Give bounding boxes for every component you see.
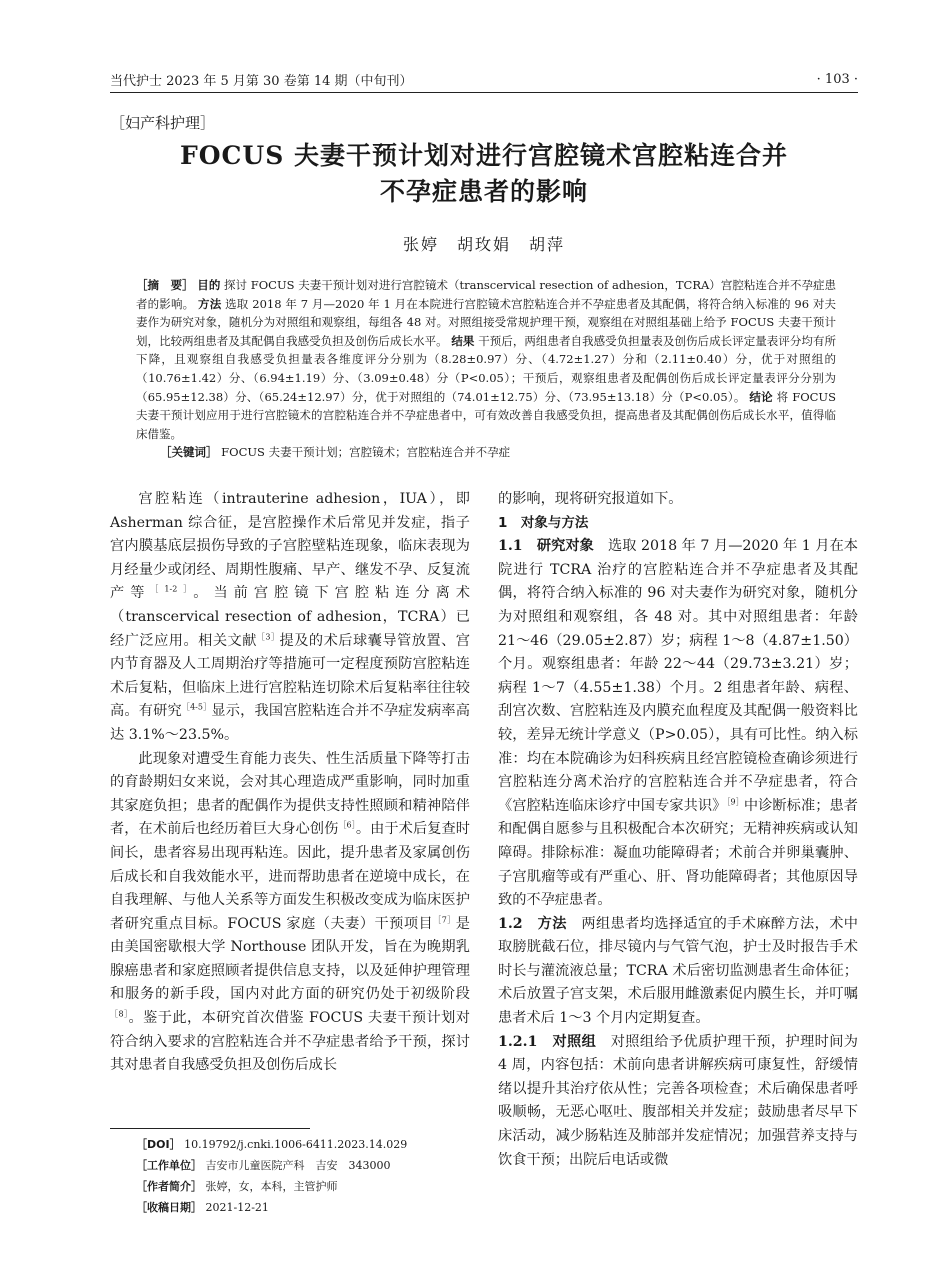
footnote-label: ［收稿日期］ — [136, 1201, 202, 1214]
footnote-label: ［DOI］ — [136, 1138, 181, 1151]
text-span: 宫腔粘连（intrauterine adhesion，IUA），即 Asherman 综合征，是宫腔操作术后常见并发症，指子宫内膜基底层损伤导致的子宫腔壁粘连现象，临床表现为月经量少或闭经、周期性腹痛、早产、继发不孕、反复流产等 — [110, 491, 470, 602]
text-span: 。鉴于此，本研究首次借鉴 FOCUS 夫妻干预计划对符合纳入要求的宫腔粘连合并不孕症患者给予干预，探讨其对患者自我感受负担及创伤后成长 — [110, 1010, 470, 1074]
footnote-rule — [110, 1128, 310, 1129]
citation: ［1-2］ — [150, 584, 194, 594]
authors: 张婷 胡玫娟 胡萍 — [402, 235, 565, 254]
text-span: 显示，我国宫腔粘连合并不孕症发病率高达 3.1%～23.5%。 — [110, 703, 470, 743]
footnote-received — [136, 1197, 466, 1218]
article-title — [110, 138, 858, 210]
subsection-heading-1-1: 1.1 研究对象 — [498, 538, 594, 555]
paragraph-1-2-1 — [498, 1031, 858, 1173]
text-span: 中诊断标准；患者和配偶自愿参与且积极配合本次研究；无精神疾病或认知障碍。排除标准：凝血功能障碍者；术前合并卵巢囊肿、子宫肌瘤等或有严重心、肝、肾功能障碍者；其他原因导致的不孕症患者。 — [498, 797, 858, 909]
footnote-text: 张婷，女，本科，主管护师 — [205, 1180, 338, 1193]
keywords-text: FOCUS 夫妻干预计划；宫腔镜术；宫腔粘连合并不孕症 — [221, 445, 511, 459]
citation: ［8］ — [110, 1009, 129, 1019]
footnote-affiliation — [136, 1155, 466, 1176]
footnote-text: 10.19792/j.cnki.1006-6411.2023.14.029 — [184, 1138, 408, 1151]
journal-info: 当代护士 2023 年 5 月第 30 卷第 14 期（中旬刊） — [110, 73, 413, 89]
text-span: 。由于术后复查时间长，患者容易出现再粘连。因此，提升患者及家属创伤后成长和自我效能水平，进而帮助患者在逆境中成长，在自我理解、与他人关系等方面发生积极改变成为临床医护者研究重点目标。FOCUS 家庭（夫妻）干预项目 — [110, 821, 470, 932]
text-span: 提及的术后球囊导管放置、宫内节育器及人工周期治疗等措施可一定程度预防宫腔粘连术后复粘，但临床上进行宫腔粘连切除术后复粘率往往较高。有研究 — [110, 632, 470, 720]
footnote-text: 吉安市儿童医院产科 吉安 343000 — [205, 1159, 391, 1172]
footnote-label: ［作者简介］ — [136, 1180, 202, 1193]
keywords-label: ［关键词］ — [160, 445, 218, 459]
title-line-1: FOCUS 夫妻干预计划对进行宫腔镜术宫腔粘连合并 — [180, 141, 788, 170]
citation: ［7］ — [433, 914, 456, 924]
subsection-heading-1-2-1: 1.2.1 对照组 — [498, 1033, 597, 1050]
paragraph-1-2 — [498, 913, 858, 1031]
citation: ［9］ — [726, 796, 744, 806]
text-span: 此现象对遭受生育能力丧失、性生活质量下降等打击的育龄期妇女来说，会对其心理造成严重影响，同时加重其家庭负担；患者的配偶作为提供支持性照顾和精神陪伴者，在术前后也经历着巨大身心创伤 — [110, 750, 470, 838]
footnote-label: ［工作单位］ — [136, 1159, 202, 1172]
text-span: 选取 2018 年 7 月—2020 年 1 月在本院进行 TCRA 治疗的宫腔粘连合并不孕症患者及其配偶，将符合纳入标准的 96 对夫妻作为研究对象，随机分为对照组和观察组，各 48 对。其中对照组患者：年龄 21～46（29.05±2.87）岁；病程 1～8（4.87±1.50）个月。观察组患者：年龄 22～44（29.73±3.21）岁；病程 1～7（4.55±1.38）个月。2 组患者年龄、病程、刮宫次数、宫腔粘连及内膜充血程度及其配偶一般资料比较，差异无统计学意义（P>0.05），具有可比性。纳入标准：均在本院确诊为妇科疾病且经宫腔镜检查确诊须进行宫腔粘连分离术治疗的宫腔粘连合并不孕症患者，符合《宫腔粘连临床诊疗中国专家共识》 — [498, 538, 858, 814]
text-span: 两组患者均选择适宜的手术麻醉方法，术中取膀胱截石位，排尽镜内与气管气泡，护士及时报告手术时长与灌流液总量；TCRA 术后密切监测患者生命体征；术后放置子宫支架，术后服用雌激素促内膜生长，并叮嘱患者术后 1～3 个月内定期复查。 — [498, 915, 858, 1027]
text-span: 。当前宫腔镜下宫腔粘连分离术（transcervical resection of adhesion，TCRA）已经广泛应用。相关文献 — [110, 585, 470, 649]
keywords — [160, 443, 836, 461]
citation: ［6］ — [338, 820, 356, 830]
text-span: 是由美国密歇根大学 Northouse 团队开发，旨在为晚期乳腺癌患者和家庭照顾者提供信息支持，以及延伸护理管理和服务的新手段，国内对此方面的研究仍处于初级阶段 — [110, 915, 470, 1003]
footnote-author — [136, 1176, 466, 1197]
results-label: 结果 — [451, 333, 475, 348]
methods-label: 方法 — [198, 296, 222, 311]
subsection-heading-1-2: 1.2 方法 — [498, 915, 567, 932]
methods-text: 选取 2018 年 7 月—2020 年 1 月在本院进行宫腔镜术宫腔粘连合并不孕症患者及其配偶，将符合纳入标准的 96 对夫妻作为研究对象，随机分为对照组和观察组，每组各 48 对。对照组接受常规护理干预，观察组在对照组基础上给予 FOCUS 夫妻干预计划，比较两组患者及其配偶自我感受负担及创伤后成长水平。 — [136, 296, 837, 348]
header-rule — [110, 92, 858, 93]
objective-text: 探讨 FOCUS 夫妻干预计划对进行宫腔镜术（transcervical resection of adhesion，TCRA）宫腔粘连合并不孕症患者的影响。 — [136, 278, 837, 311]
paragraph-continuation: 的影响，现将研究报道如下。 — [498, 491, 683, 507]
section-tag: ［妇产科护理］ — [110, 114, 216, 132]
paragraph-intro-2 — [110, 748, 470, 1078]
objective-label: 目的 — [197, 278, 221, 292]
title-line-2: 不孕症患者的影响 — [379, 177, 588, 206]
page-number: · 103 · — [816, 71, 858, 87]
citation: ［4-5］ — [181, 702, 212, 712]
abstract-label: ［摘 要］ — [136, 278, 194, 292]
paragraph-intro-1 — [110, 488, 470, 748]
left-column — [110, 488, 470, 1078]
results-text: 干预后，两组患者自我感受负担量表及创伤后成长评定量表评分均有所下降，且观察组自我感受负担量表各维度评分分别为（8.28±0.97）分、（4.72±1.27）分和（2.11±0.40）分，优于对照组的（10.76±1.42）分、（6.94±1.19）分、（3.09±0.48）分（P<0.05）；干预后，观察组患者及配偶创伤后成长评定量表评分分别为（65.95±12.38）分、（65.24±12.97）分，优于对照组的（74.01±12.75）分、（73.95±13.18）分（P<0.05）。 — [136, 333, 837, 404]
conclusion-text: 将 FOCUS 夫妻干预计划应用于进行宫腔镜术的宫腔粘连合并不孕症患者中，可有效改善自我感受负担，提高患者及其配偶创伤后成长水平，值得临床借鉴。 — [136, 389, 836, 441]
conclusion-label: 结论 — [749, 389, 773, 404]
text-span: 对照组给予优质护理干预，护理时间为 4 周，内容包括：术前向患者讲解疾病可康复性，舒缓情绪以提升其治疗依从性；完善各项检查；术后确保患者呼吸顺畅，无恶心呕吐、腹部相关并发症；鼓励患者尽早下床活动，减少肠粘连及肺部并发症情况；加强营养支持与饮食干预；出院后电话或微 — [498, 1033, 858, 1168]
running-header — [110, 68, 858, 90]
right-column — [498, 488, 858, 1172]
section-heading-1: 1 对象与方法 — [498, 514, 589, 531]
footnote-doi — [136, 1134, 466, 1155]
footnotes — [136, 1134, 466, 1218]
paragraph-1-1 — [498, 535, 858, 913]
abstract — [136, 276, 836, 443]
citation: ［3］ — [256, 631, 280, 641]
footnote-text: 2021-12-21 — [205, 1201, 269, 1214]
